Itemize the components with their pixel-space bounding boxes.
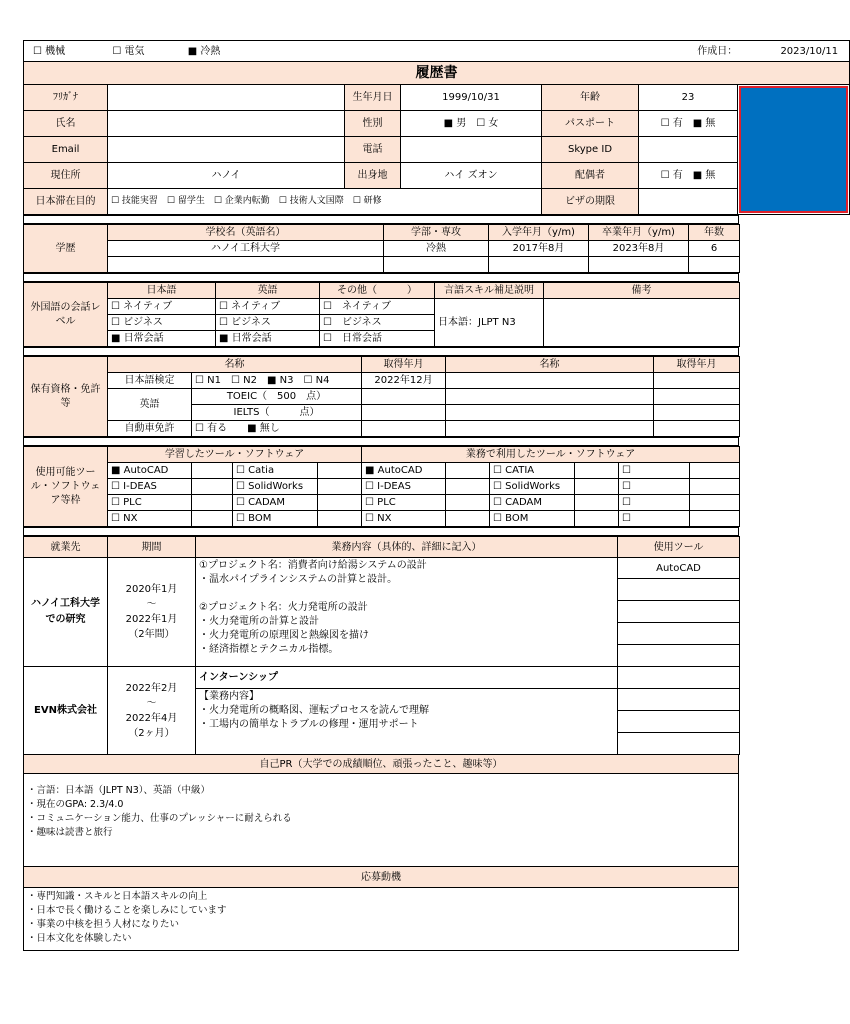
job-company[interactable]: ハノイ工科大学での研究: [24, 558, 108, 667]
education-header-entry: 入学年月（y/m): [489, 225, 589, 241]
job-content-line: ・温水パイプラインシステムの計算と設計。: [199, 574, 398, 585]
employment-header-content: 業務内容（具体的、詳細に記入）: [196, 537, 618, 558]
education-entry[interactable]: [489, 257, 589, 273]
employment-header-period: 期間: [108, 537, 196, 558]
toeic-score[interactable]: TOEIC（ 500 点）: [192, 389, 362, 405]
employment-table: [23, 536, 740, 755]
job-content-line: ・経済指標とテクニカル指標。: [199, 644, 339, 655]
personal-table: [23, 40, 850, 215]
work-software-item[interactable]: ■ AutoCAD: [362, 463, 446, 479]
self-pr-line: ・言語：日本語（JLPT N3）、英語（中級）: [27, 785, 211, 796]
language-header-note: 言語スキル補足説明: [435, 283, 544, 299]
dob-label: 生年月日: [345, 85, 401, 111]
self-pr-line: ・現在のGPA: 2.3/4.0: [27, 799, 124, 810]
photo-area: [738, 85, 850, 215]
japanese-native[interactable]: ☐ ネイティブ: [108, 299, 216, 315]
education-grad[interactable]: 2023年8月: [589, 241, 689, 257]
job-tool[interactable]: [618, 645, 740, 667]
language-remarks[interactable]: [544, 299, 740, 347]
language-note[interactable]: 日本語：JLPT N3: [435, 299, 544, 347]
job-content-line: ・工場内の簡単なトラブルの修理・運用サポート: [199, 719, 419, 730]
option-electrical[interactable]: ☐ 電気: [112, 45, 145, 57]
email-field[interactable]: [108, 137, 345, 163]
english-daily[interactable]: ■ 日常会話: [216, 331, 320, 347]
education-major[interactable]: [384, 257, 489, 273]
language-table: [23, 282, 740, 347]
job-tool[interactable]: [618, 579, 740, 601]
work-software-item[interactable]: ☐: [619, 495, 690, 511]
car-license-label: 自動車免許: [108, 421, 192, 437]
car-license-no[interactable]: ■ 無し: [247, 423, 280, 434]
employment-header-company: 就業先: [24, 537, 108, 558]
job-tool[interactable]: [618, 689, 740, 711]
job-tool[interactable]: [618, 601, 740, 623]
learned-software-item[interactable]: ■ AutoCAD: [108, 463, 192, 479]
skype-field[interactable]: [639, 137, 738, 163]
job-content-line: 【業務内容】: [199, 691, 259, 702]
motivation-line: ・日本で長く働けることを楽しみにしています: [27, 905, 227, 916]
self-pr-header: 自己PR（大学での成績順位、頑張ったこと、趣味等）: [24, 755, 739, 774]
english-test-label: 英語: [108, 389, 192, 421]
education-school[interactable]: ハノイ工科大学: [108, 241, 384, 257]
self-pr-content[interactable]: [24, 774, 739, 867]
job-tool[interactable]: AutoCAD: [618, 558, 740, 579]
self-pr-table: [23, 754, 739, 951]
job-content-line: [199, 587, 614, 601]
jp-test-date[interactable]: 2022年12月: [362, 373, 446, 389]
created-date: 2023/10/11: [780, 45, 839, 57]
education-label: 学歴: [24, 225, 108, 273]
job-tool[interactable]: [618, 733, 740, 755]
self-pr-line: ・コミュニケーション能力、仕事のプレッシャーに耐えられる: [27, 813, 292, 824]
english-business[interactable]: ☐ ビジネス: [216, 315, 320, 331]
learned-software-item[interactable]: ☐ I-DEAS: [108, 479, 192, 495]
motivation-header: 応募動機: [24, 867, 739, 888]
qualification-table: [23, 356, 740, 437]
language-header-japanese: 日本語: [108, 283, 216, 299]
passport-field[interactable]: ☐ 有 ■ 無: [639, 111, 738, 137]
job-tool[interactable]: [618, 623, 740, 645]
created-label: 作成日：: [697, 45, 738, 57]
education-header-years: 年数: [689, 225, 740, 241]
car-license-yes[interactable]: ☐ 有る: [195, 423, 228, 434]
software-work-header: 業務で利用したツール・ソフトウェア: [362, 447, 740, 463]
learned-software-item[interactable]: ☐ NX: [108, 511, 192, 527]
employment-header-tools: 使用ツール: [618, 537, 740, 558]
origin-field[interactable]: ハイ ズオン: [401, 163, 542, 189]
address-field[interactable]: ハノイ: [108, 163, 345, 189]
job-period-start: 2020年1月: [125, 584, 178, 595]
qualification-header-date-2: 取得年月: [654, 357, 740, 373]
job-period-start: 2022年2月: [125, 682, 178, 694]
education-entry[interactable]: 2017年8月: [489, 241, 589, 257]
job-content-line: ・火力発電所の原理図と熱線図を描け: [199, 630, 369, 641]
education-major[interactable]: 冷熱: [384, 241, 489, 257]
jp-test-label: 日本語検定: [108, 373, 192, 389]
gender-field[interactable]: ■ 男 ☐ 女: [401, 111, 542, 137]
motivation-line: ・専門知識・スキルと日本語スキルの向上: [27, 891, 208, 902]
english-native[interactable]: ☐ ネイティブ: [216, 299, 320, 315]
other-native[interactable]: ☐ ネイティブ: [320, 299, 435, 315]
job-tool[interactable]: [618, 667, 740, 689]
job-period-duration: （2年間）: [128, 629, 175, 640]
qualification-header-date: 取得年月: [362, 357, 446, 373]
job-period-duration: （2ヶ月）: [128, 727, 175, 739]
education-grad[interactable]: [589, 257, 689, 273]
option-hvac[interactable]: ■ 冷熱: [187, 45, 221, 57]
photo-placeholder: [739, 86, 848, 213]
furigana-label: ﾌﾘｶﾞﾅ: [24, 85, 108, 111]
job-period-sep: ～: [146, 599, 157, 610]
job-period-end: 2022年4月: [125, 712, 178, 724]
name-label: 氏名: [24, 111, 108, 137]
other-business[interactable]: ☐ ビジネス: [320, 315, 435, 331]
dob-field[interactable]: 1999/10/31: [401, 85, 542, 111]
name-field[interactable]: [108, 111, 345, 137]
self-pr-line: ・趣味は読書と旅行: [27, 827, 113, 838]
learned-software-item[interactable]: ☐ CADAM: [233, 495, 318, 511]
language-header-english: 英語: [216, 283, 320, 299]
qualification-header-name-2: 名称: [446, 357, 654, 373]
job-period-end: 2022年1月: [125, 614, 178, 625]
visa-label: ビザの期限: [542, 189, 639, 215]
learned-software-item[interactable]: ☐ BOM: [233, 511, 318, 527]
job-period-sep: ～: [146, 697, 157, 709]
origin-label: 出身地: [345, 163, 401, 189]
work-software-item[interactable]: ☐ SolidWorks: [490, 479, 575, 495]
work-software-item[interactable]: ☐ CADAM: [490, 495, 575, 511]
education-header-grad: 卒業年月（y/m): [589, 225, 689, 241]
job-content-title[interactable]: インターンシップ: [196, 667, 618, 689]
job-content-line: ②プロジェクト名：火力発電所の設計: [199, 602, 368, 613]
job-content[interactable]: [196, 558, 618, 667]
language-header-remarks: 備考: [544, 283, 740, 299]
motivation-line: ・日本文化を体験したい: [27, 933, 132, 944]
visa-field[interactable]: [639, 189, 738, 215]
phone-field[interactable]: [401, 137, 542, 163]
education-table: [23, 224, 740, 273]
learned-software-item[interactable]: ☐ SolidWorks: [233, 479, 318, 495]
education-header-major: 学部・専攻: [384, 225, 489, 241]
work-software-item[interactable]: ☐ BOM: [490, 511, 575, 527]
jp-test-levels[interactable]: ☐ N1 ☐ N2 ■ N3 ☐ N4: [192, 373, 362, 389]
education-years[interactable]: 6: [689, 241, 740, 257]
purpose-label: 日本滞在目的: [24, 189, 108, 215]
japanese-daily[interactable]: ■ 日常会話: [108, 331, 216, 347]
spouse-label: 配偶者: [542, 163, 639, 189]
learned-software-item[interactable]: ☐ PLC: [108, 495, 192, 511]
qualification-header-name: 名称: [108, 357, 362, 373]
job-period[interactable]: [108, 558, 196, 667]
passport-label: パスポート: [542, 111, 639, 137]
spouse-field[interactable]: ☐ 有 ■ 無: [639, 163, 738, 189]
work-software-item[interactable]: ☐: [619, 511, 690, 527]
education-header-school: 学校名（英語名）: [108, 225, 384, 241]
motivation-line: ・事業の中核を担う人材になりたい: [27, 919, 180, 930]
address-label: 現住所: [24, 163, 108, 189]
age-field[interactable]: 23: [639, 85, 738, 111]
job-period[interactable]: [108, 667, 196, 755]
software-learned-header: 学習したツール・ソフトウェア: [108, 447, 362, 463]
japanese-business[interactable]: ☐ ビジネス: [108, 315, 216, 331]
phone-label: 電話: [345, 137, 401, 163]
learned-software-item[interactable]: ☐ Catia: [233, 463, 318, 479]
education-school[interactable]: [108, 257, 384, 273]
software-table: [23, 446, 740, 527]
work-software-item[interactable]: ☐: [619, 463, 690, 479]
purpose-field[interactable]: ☐ 技能実習 ☐ 留学生 ☐ 企業内転勤 ☐ 技術人文国際 ☐ 研修: [108, 189, 542, 215]
work-software-item[interactable]: ☐ CATIA: [490, 463, 575, 479]
resume-page: [23, 40, 839, 951]
work-software-item[interactable]: ☐ I-DEAS: [362, 479, 446, 495]
job-content-line: ・火力発電所の計算と設計: [199, 616, 319, 627]
job-company[interactable]: EVN株式会社: [24, 667, 108, 755]
age-label: 年齢: [542, 85, 639, 111]
job-content-line: ①プロジェクト名：消費者向け給湯システムの設計: [199, 560, 427, 571]
education-years[interactable]: [689, 257, 740, 273]
ielts-score[interactable]: IELTS（ 点）: [192, 405, 362, 421]
work-software-item[interactable]: ☐: [619, 479, 690, 495]
table-row: [24, 241, 740, 257]
document-title: 履歴書: [24, 62, 850, 85]
language-label: 外国語の会話レベル: [24, 283, 108, 347]
job-tool[interactable]: [618, 711, 740, 733]
gender-label: 性別: [345, 111, 401, 137]
qualification-label: 保有資格・免許等: [24, 357, 108, 437]
option-mechanical[interactable]: ☐ 機械: [33, 45, 66, 57]
email-label: Email: [24, 137, 108, 163]
job-content[interactable]: [196, 689, 618, 755]
work-software-item[interactable]: ☐ PLC: [362, 495, 446, 511]
software-label: 使用可能ツール・ソフトウェア等枠: [24, 447, 108, 527]
language-header-other: その他（ ）: [320, 283, 435, 299]
job-content-line: ・火力発電所の概略図、運転プロセスを読んで理解: [199, 705, 429, 716]
other-daily[interactable]: ☐ 日常会話: [320, 331, 435, 347]
skype-label: Skype ID: [542, 137, 639, 163]
motivation-content[interactable]: [24, 888, 739, 951]
furigana-field[interactable]: [108, 85, 345, 111]
table-row: [24, 257, 740, 273]
work-software-item[interactable]: ☐ NX: [362, 511, 446, 527]
